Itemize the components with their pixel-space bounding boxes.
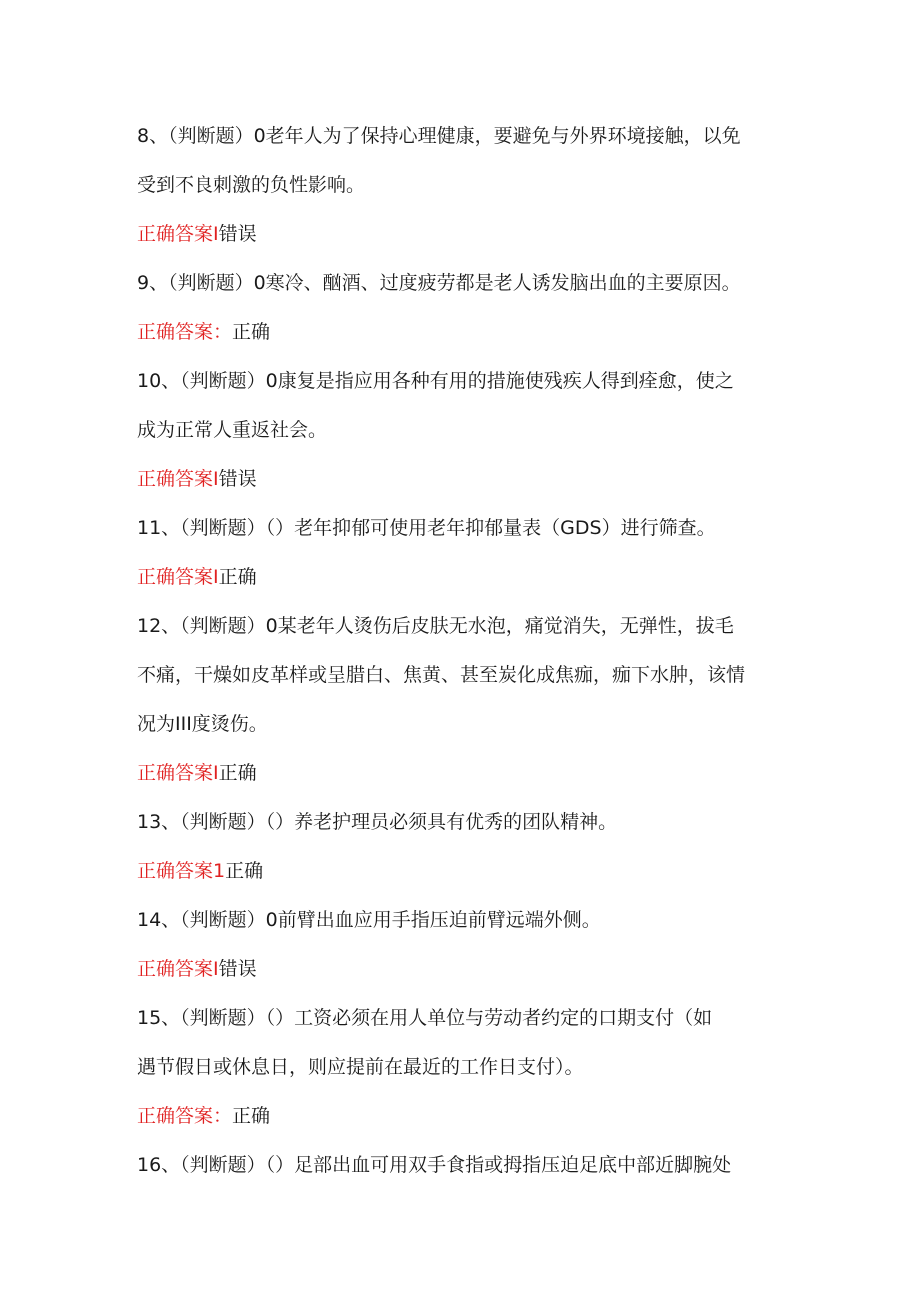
question-item — [137, 504, 787, 602]
question-text-line: 成为正常人重返社会。 — [137, 419, 328, 441]
question-text-line: 受到不良刺激的负性影响。 — [137, 174, 366, 196]
answer-line — [137, 455, 787, 504]
answer-line — [137, 945, 787, 994]
answer-line — [137, 1092, 787, 1141]
answer-value: 错误 — [218, 958, 257, 980]
question-text-line: 遇节假日或休息日，则应提前在最近的工作日支付）。 — [137, 1056, 584, 1078]
question-item — [137, 112, 787, 259]
question-text-line: 16、（判断题）（）足部出血可用双手食指或拇指压迫足底中部近脚腕处 — [137, 1154, 732, 1176]
question-text-line: 9、（判断题）0寒冷、酗酒、过度疲劳都是老人诱发脑出血的主要原因。 — [137, 272, 741, 294]
answer-label: 正确答案I — [137, 223, 219, 245]
answer-value: 错误 — [218, 468, 257, 490]
question-text-line: 15、（判断题）（）工资必须在用人单位与劳动者约定的口期支付（如 — [137, 1007, 713, 1029]
question-item — [137, 602, 787, 798]
answer-label: 正确答案I — [137, 762, 219, 784]
question-item — [137, 798, 787, 896]
question-text-line: 12、（判断题）0某老年人烫伤后皮肤无水泡，痛觉消失，无弹性，拔毛 — [137, 615, 734, 637]
answer-label: 正确答案1 — [137, 860, 226, 882]
question-item — [137, 259, 787, 357]
question-list — [137, 112, 787, 1190]
answer-value: 正确 — [232, 321, 271, 343]
answer-value: 正确 — [218, 762, 257, 784]
answer-line — [137, 553, 787, 602]
answer-label: 正确答案： — [137, 321, 233, 343]
question-text-line: 10、（判断题）0康复是指应用各种有用的措施使残疾人得到痊愈，使之 — [137, 370, 734, 392]
answer-value: 正确 — [232, 1105, 271, 1127]
question-text-line: 14、（判断题）0前臂出血应用手指压迫前臂远端外侧。 — [137, 909, 601, 931]
answer-label: 正确答案I — [137, 566, 219, 588]
answer-label: 正确答案I — [137, 468, 219, 490]
answer-line — [137, 308, 787, 357]
question-item — [137, 994, 787, 1141]
answer-line — [137, 210, 787, 259]
answer-value: 错误 — [218, 223, 257, 245]
answer-line — [137, 847, 787, 896]
answer-label: 正确答案： — [137, 1105, 233, 1127]
question-text-line: 8、（判断题）0老年人为了保持心理健康，要避免与外界环境接触，以免 — [137, 125, 741, 147]
question-text-line: 不痛，干燥如皮革样或呈腊白、焦黄、甚至炭化成焦痂，痂下水肿，该情 — [137, 664, 746, 686]
question-text-line: 况为III度烫伤。 — [137, 713, 268, 735]
question-text-line: 11、（判断题）（）老年抑郁可使用老年抑郁量表（GDS）进行筛查。 — [137, 517, 716, 539]
answer-value: 正确 — [218, 566, 257, 588]
answer-value: 正确 — [225, 860, 264, 882]
question-item — [137, 1141, 787, 1190]
question-text-line: 13、（判断题）（）养老护理员必须具有优秀的团队精神。 — [137, 811, 618, 833]
question-item — [137, 357, 787, 504]
answer-label: 正确答案I — [137, 958, 219, 980]
question-item — [137, 896, 787, 994]
answer-line — [137, 749, 787, 798]
